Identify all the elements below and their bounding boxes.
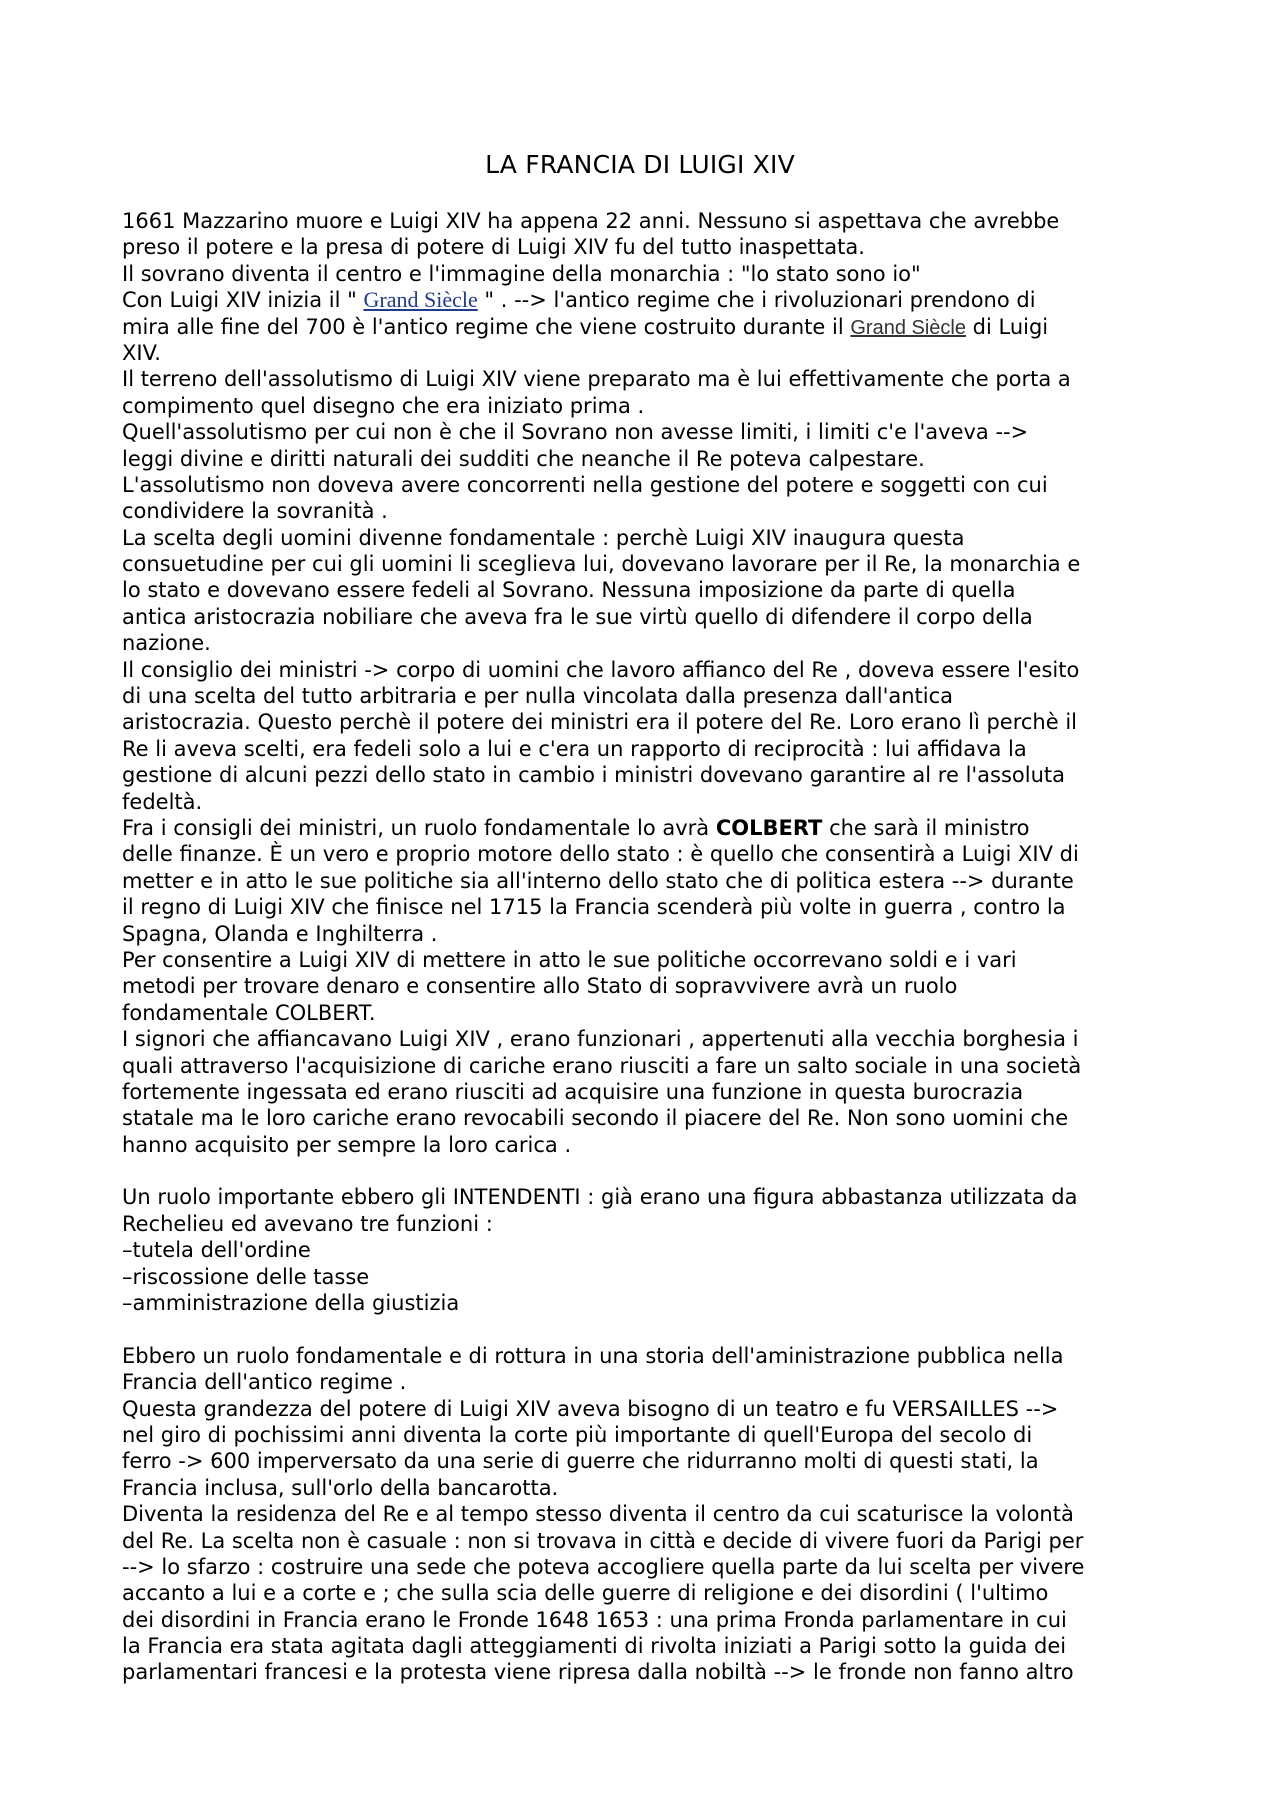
text-line-grand-siecle [122, 287, 1172, 313]
text-line: leggi divine e diritti naturali dei sudditi che neanche il Re poteva calpestare. [122, 446, 925, 471]
text-line: XIV. [122, 340, 161, 365]
text-line: preso il potere e la presa di potere di Luigi XIV fu del tutto inaspettata. [122, 235, 865, 260]
text-line: Ebbero un ruolo fondamentale e di rottura in una storia dell'aministrazione pubblica nella [122, 1343, 1064, 1368]
text-line: Questa grandezza del potere di Luigi XIV aveva bisogno di un teatro e fu VERSAILLES --> [122, 1396, 1059, 1421]
text-line: fondamentale COLBERT. [122, 1000, 376, 1025]
text-line: consuetudine per cui gli uomini li sceglieva lui, dovevano lavorare per il Re, la monarchia e [122, 552, 1081, 577]
text-line: La scelta degli uomini divenne fondamentale : perchè Luigi XIV inaugura questa [122, 525, 965, 550]
text-line: Francia inclusa, sull'orlo della bancarotta. [122, 1475, 559, 1500]
text-line: parlamentari francesi e la protesta viene ripresa dalla nobiltà --> le fronde non fanno altro [122, 1660, 1074, 1685]
text-fragment: Fra i consigli dei ministri, un ruolo fondamentale lo avrà [122, 815, 716, 840]
list-item: –tutela dell'ordine [122, 1238, 311, 1263]
text-line: hanno acquisito per sempre la loro carica . [122, 1132, 572, 1157]
text-line: Per consentire a Luigi XIV di mettere in atto le sue politiche occorrevano soldi e i vari [122, 947, 1017, 972]
text-line: gestione di alcuni pezzi dello stato in cambio i ministri dovevano garantire al re l'assoluta [122, 763, 1066, 788]
text-line: il regno di Luigi XIV che finisce nel 1715 la Francia scenderà più volte in guerra , contro la [122, 895, 1066, 920]
grand-siecle-link-2[interactable]: Grand Siècle [850, 316, 966, 339]
text-line: accanto a lui e a corte e ; che sulla scia delle guerre di religione e dei disordini ( l'ultimo [122, 1581, 1049, 1606]
list-item: –amministrazione della giustizia [122, 1291, 460, 1316]
text-line: metter e in atto le sue politiche sia all'interno dello stato che di politica estera --> durante [122, 868, 1074, 893]
text-line: compimento quel disegno che era iniziato prima . [122, 393, 645, 418]
text-fragment: che sarà il ministro [822, 815, 1030, 840]
document-body [122, 208, 1172, 1686]
text-line: ferro -> 600 imperversato da una serie di guerre che ridurranno molti di questi stati, la [122, 1449, 1039, 1474]
text-line: fedeltà. [122, 789, 203, 814]
text-line: fortemente ingessata ed erano riusciti ad acquisire una funzione in questa burocrazia [122, 1079, 1024, 1104]
text-line: L'assolutismo non doveva avere concorrenti nella gestione del potere e soggetti con cui [122, 472, 1048, 497]
grand-siecle-link[interactable]: Grand Siècle [363, 287, 478, 313]
text-line: --> lo sfarzo : costruire una sede che poteva accogliere quella parte da lui scelta per vivere [122, 1554, 1085, 1579]
text-line: statale ma le loro cariche erano revocabili secondo il piacere del Re. Non sono uomini che [122, 1106, 1069, 1131]
text-fragment: " . --> l'antico regime che i rivoluzionari prendono di [477, 288, 1036, 313]
text-line: Re li aveva scelti, era fedeli solo a lui e c'era un rapporto di reciprocità : lui affidava la [122, 736, 1027, 761]
text-line: Un ruolo importante ebbero gli INTENDENTI : già erano una figura abbastanza utilizzata da [122, 1185, 1078, 1210]
text-line: I signori che affiancavano Luigi XIV , erano funzionari , appertenuti alla vecchia borghesia i [122, 1027, 1079, 1052]
text-line: Diventa la residenza del Re e al tempo stesso diventa il centro da cui scaturisce la volontà [122, 1502, 1074, 1527]
text-line: Il sovrano diventa il centro e l'immagine della monarchia : "lo stato sono io" [122, 261, 921, 286]
text-line: aristocrazia. Questo perchè il potere dei ministri era il potere del Re. Loro erano lì perchè il [122, 710, 1078, 735]
text-line: condividere la sovranità . [122, 499, 388, 524]
text-line: delle finanze. È un vero e proprio motore dello stato : è quello che consentirà a Luigi XIV di [122, 842, 1079, 867]
list-item: –riscossione delle tasse [122, 1264, 370, 1289]
text-line: la Francia era stata agitata dagli atteggiamenti di rivolta iniziati a Parigi sotto la guida dei [122, 1634, 1067, 1659]
text-line: Il terreno dell'assolutismo di Luigi XIV viene preparato ma è lui effettivamente che porta a [122, 367, 1071, 392]
text-line: Spagna, Olanda e Inghilterra . [122, 921, 438, 946]
text-line: Francia dell'antico regime . [122, 1370, 407, 1395]
text-line: Rechelieu ed avevano tre funzioni : [122, 1211, 493, 1236]
document-title: LA FRANCIA DI LUIGI XIV [485, 150, 795, 179]
paragraph-gap [122, 1316, 1172, 1342]
text-line: lo stato e dovevano essere fedeli al Sovrano. Nessuna imposizione da parte di quella [122, 578, 1016, 603]
text-line: di una scelta del tutto arbitraria e per nulla vincolata dalla presenza dall'antica [122, 684, 954, 709]
text-line: 1661 Mazzarino muore e Luigi XIV ha appena 22 anni. Nessuno si aspettava che avrebbe [122, 209, 1060, 233]
text-line: dei disordini in Francia erano le Fronde 1648 1653 : una prima Fronda parlamentare in cui [122, 1607, 1067, 1632]
paragraph-gap [122, 1158, 1172, 1184]
text-line: del Re. La scelta non è casuale : non si trovava in città e decide di vivere fuori da Parigi per [122, 1528, 1084, 1553]
text-line-colbert [122, 815, 1172, 841]
text-line: nazione. [122, 631, 211, 656]
text-line: metodi per trovare denaro e consentire allo Stato di sopravvivere avrà un ruolo [122, 974, 958, 999]
text-line: Il consiglio dei ministri -> corpo di uomini che lavoro affianco del Re , doveva essere l'esito [122, 657, 1080, 682]
text-line: antica aristocrazia nobiliare che aveva fra le sue virtù quello di difendere il corpo della [122, 604, 1033, 629]
text-line: Quell'assolutismo per cui non è che il Sovrano non avesse limiti, i limiti c'e l'aveva --> [122, 420, 1029, 445]
text-fragment: Con Luigi XIV inizia il " [122, 288, 364, 313]
text-line: quali attraverso l'acquisizione di cariche erano riusciti a fare un salto sociale in una società [122, 1053, 1082, 1078]
text-fragment: mira alle fine del 700 è l'antico regime che viene costruito durante il [122, 314, 844, 339]
colbert-bold: COLBERT [715, 815, 823, 840]
text-line: nel giro di pochissimi anni diventa la corte più importante di quell'Europa del secolo di [122, 1422, 1033, 1447]
text-line-grand-siecle-2 [122, 314, 1172, 340]
text-fragment: di Luigi [965, 314, 1049, 339]
